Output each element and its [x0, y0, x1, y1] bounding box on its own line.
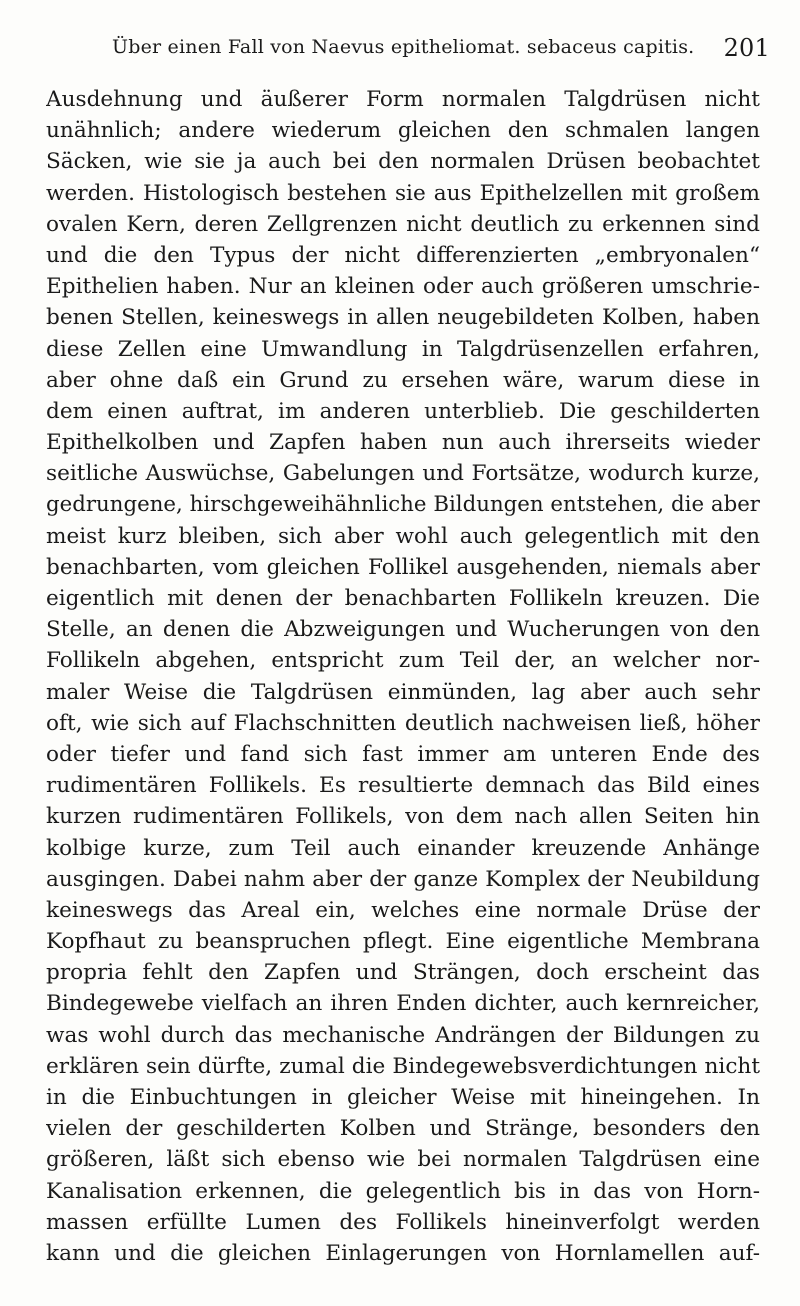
- text-line: größeren, läßt sich ebenso wie bei normalen Talgdrüsen eine: [46, 1147, 760, 1173]
- text-line: und die den Typus der nicht differenzierten „embryonalen“: [46, 242, 760, 268]
- text-line: kolbige kurze, zum Teil auch einander kreuzende Anhänge: [46, 835, 760, 861]
- text-line: gedrungene, hirschgeweihähnliche Bildungen entstehen, die aber: [46, 492, 760, 518]
- text-line: Ausdehnung und äußerer Form normalen Talgdrüsen nicht: [46, 87, 760, 112]
- page-number: 201: [723, 34, 770, 62]
- text-line: rudimentären Follikels. Es resultierte demnach das Bild eines: [46, 773, 760, 799]
- text-line: erklären sein dürfte, zumal die Bindegewebsverdichtungen nicht: [46, 1053, 760, 1079]
- text-line: was wohl durch das mechanische Andrängen der Bildungen zu: [46, 1022, 760, 1048]
- text-line: unähnlich; andere wiederum gleichen den schmalen langen: [46, 118, 760, 144]
- text-line: propria fehlt den Zapfen und Strängen, doch erscheint das: [46, 960, 760, 986]
- text-line: meist kurz bleiben, sich aber wohl auch gelegentlich mit den: [46, 523, 760, 549]
- text-line: diese Zellen eine Umwandlung in Talgdrüsenzellen erfahren,: [46, 336, 760, 362]
- text-line: werden. Histologisch bestehen sie aus Epithelzellen mit großem: [46, 180, 760, 206]
- text-line: ovalen Kern, deren Zellgrenzen nicht deutlich zu erkennen sind: [46, 211, 760, 237]
- text-line: oft, wie sich auf Flachschnitten deutlich nachweisen ließ, höher: [46, 710, 760, 736]
- text-line: Stelle, an denen die Abzweigungen und Wucherungen von den: [46, 617, 760, 643]
- text-line: benen Stellen, keineswegs in allen neugebildeten Kolben, haben: [46, 305, 760, 331]
- text-line: Epithelien haben. Nur an kleinen oder auch größeren umschrie-: [46, 274, 760, 300]
- running-title: Über einen Fall von Naevus epitheliomat. sebaceus capitis.: [112, 36, 695, 58]
- text-line: Säcken, wie sie ja auch bei den normalen Drüsen beobachtet: [46, 149, 760, 175]
- text-line: massen erfüllte Lumen des Follikels hineinverfolgt werden: [46, 1209, 760, 1235]
- text-line: Epithelkolben und Zapfen haben nun auch ihrerseits wieder: [46, 430, 760, 456]
- text-line: keineswegs das Areal ein, welches eine normale Drüse der: [46, 897, 760, 923]
- text-line: ausgingen. Dabei nahm aber der ganze Komplex der Neubildung: [46, 866, 760, 892]
- body-text: [46, 84, 760, 1269]
- running-head: [112, 32, 770, 62]
- text-line: benachbarten, vom gleichen Follikel ausgehenden, niemals aber: [46, 554, 760, 580]
- text-line: seitliche Auswüchse, Gabelungen und Fortsätze, wodurch kurze,: [46, 461, 760, 487]
- text-line: Follikeln abgehen, entspricht zum Teil der, an welcher nor-: [46, 648, 760, 674]
- text-line: aber ohne daß ein Grund zu ersehen wäre, warum diese in: [46, 367, 760, 393]
- text-line: Kopfhaut zu beanspruchen pflegt. Eine eigentliche Membrana: [46, 929, 760, 955]
- text-line: kurzen rudimentären Follikels, von dem nach allen Seiten hin: [46, 804, 760, 830]
- text-line: Bindegewebe vielfach an ihren Enden dichter, auch kernreicher,: [46, 991, 760, 1017]
- text-line: oder tiefer und fand sich fast immer am unteren Ende des: [46, 741, 760, 767]
- text-line: maler Weise die Talgdrüsen einmünden, lag aber auch sehr: [46, 679, 760, 705]
- text-line: kann und die gleichen Einlagerungen von Hornlamellen auf-: [46, 1240, 760, 1266]
- text-line: in die Einbuchtungen in gleicher Weise mit hineingehen. In: [46, 1085, 760, 1110]
- text-line: dem einen auftrat, im anderen unterblieb. Die geschilderten: [46, 398, 760, 424]
- text-line: eigentlich mit denen der benachbarten Follikeln kreuzen. Die: [46, 586, 760, 611]
- text-line: vielen der geschilderten Kolben und Stränge, besonders den: [46, 1116, 760, 1142]
- text-line: Kanalisation erkennen, die gelegentlich bis in das von Horn-: [46, 1178, 760, 1204]
